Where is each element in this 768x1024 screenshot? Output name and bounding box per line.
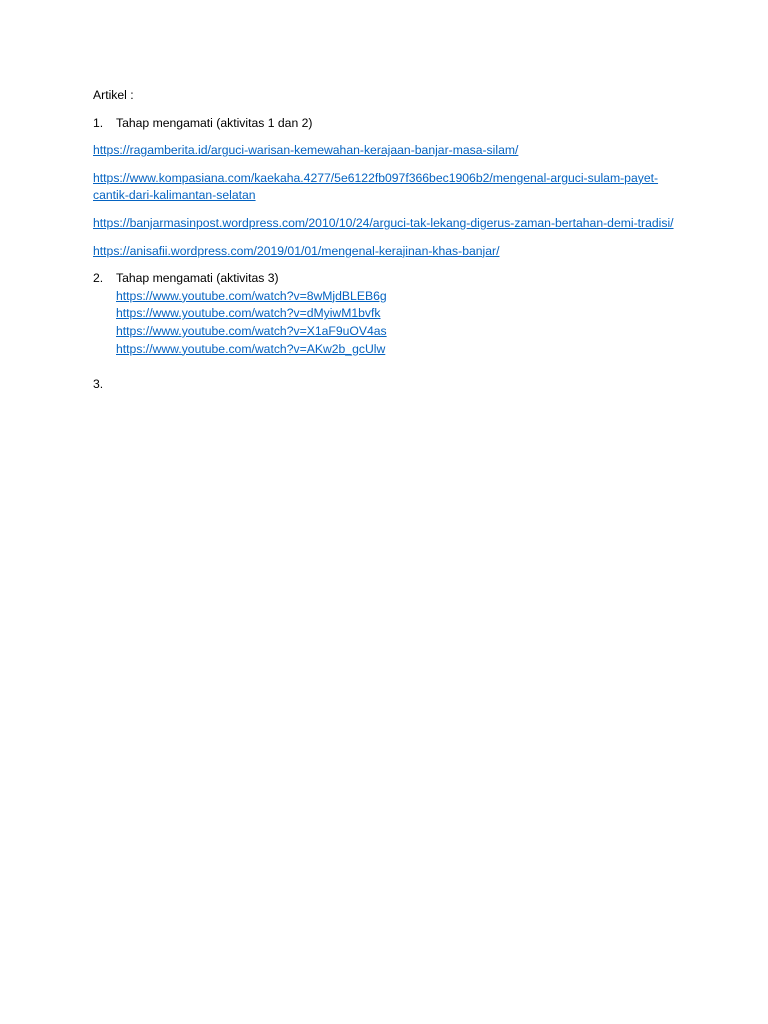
video-links (93, 288, 678, 358)
video-link-4[interactable]: https://www.youtube.com/watch?v=AKw2b_gcUlw (116, 341, 386, 356)
article-link-2[interactable]: https://www.kompasiana.com/kaekaha.4277/5e6122fb097f366bec1906b2/mengenal-arguci-sulam-payet-cantik-dari-kalimantan-selatan (93, 170, 659, 203)
document-page (93, 87, 678, 394)
article-link-1[interactable]: https://ragamberita.id/arguci-warisan-kemewahan-kerajaan-banjar-masa-silam/ (93, 143, 519, 158)
list-item-title: Tahap mengamati (aktivitas 3) (116, 271, 279, 286)
video-link-2[interactable]: https://www.youtube.com/watch?v=dMyiwM1bvfk (116, 306, 381, 321)
list-item-1 (93, 115, 678, 133)
document-heading: Artikel : (93, 88, 134, 102)
article-link-4[interactable]: https://anisafii.wordpress.com/2019/01/01/mengenal-kerajinan-khas-banjar/ (93, 243, 500, 258)
article-link-3[interactable]: https://banjarmasinpost.wordpress.com/2010/10/24/arguci-tak-lekang-digerus-zaman-bertahan-demi-tradisi/ (93, 215, 674, 230)
list-item-3 (93, 376, 678, 394)
list-item-title: Tahap mengamati (aktivitas 1 dan 2) (116, 115, 313, 130)
list-number: 2. (93, 271, 104, 286)
video-link-1[interactable]: https://www.youtube.com/watch?v=8wMjdBLEB6g (116, 288, 387, 303)
video-link-3[interactable]: https://www.youtube.com/watch?v=X1aF9uOV4as (116, 323, 387, 338)
list-item-2 (93, 270, 678, 288)
list-number: 1. (93, 115, 104, 130)
list-number: 3. (93, 377, 104, 392)
